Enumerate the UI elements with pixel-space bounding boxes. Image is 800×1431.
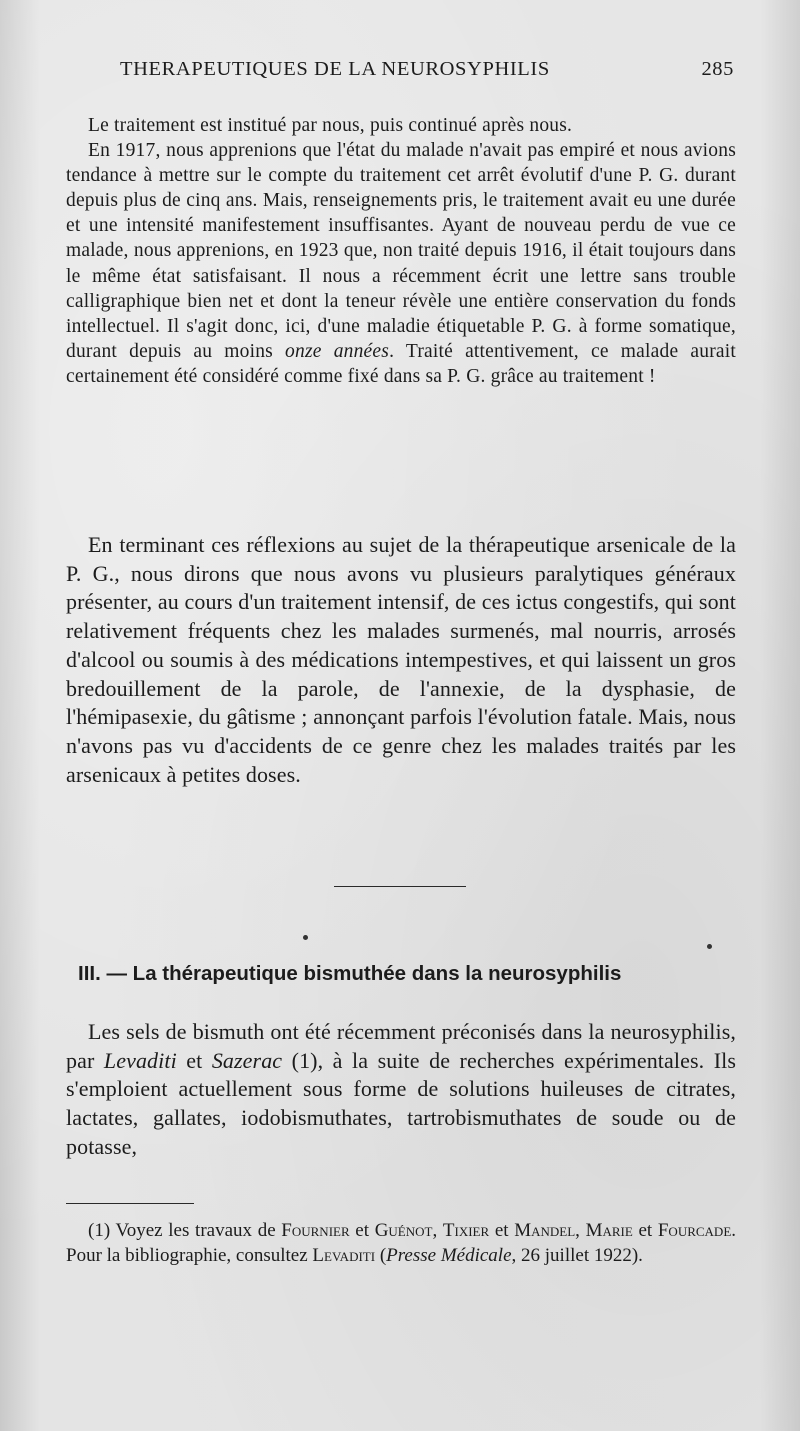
footnote-journal: Presse Médicale xyxy=(386,1245,512,1266)
footnote-name-fourcade: Fourcade xyxy=(657,1220,732,1241)
footnote-name-guenot: Guénot xyxy=(374,1220,433,1241)
section-heading: III. — La thérapeutique bismuthée dans la neurosyphilis xyxy=(78,962,622,985)
footnote-part: Voyez les travaux de xyxy=(110,1220,282,1241)
conclusion-text xyxy=(66,531,736,789)
paragraph-3: En terminant ces réflexions au sujet de la thérapeutique arsenicale de la P. G., nous dirons que nous avons vu plusieurs paralytiques généraux présenter, au cours d'un traitement intensif, de ces ictus congestifs, qui sont relativement fréquents chez les malades surmenés, mal nourris, arrosés d'alcool ou soumis à des médications intempestives, et qui laissent un gros bredouillement de la parole, de l'annexie, de la dysphasie, de l'hémipasexie, du gâtisme ; annonçant parfois l'évolution fatale. Mais, nous n'avons pas vu d'accidents de ce genre chez les malades traités par les arsenicaux à petites doses. xyxy=(66,532,736,787)
footnote-name-mandel: Mandel xyxy=(514,1220,576,1241)
footnote-name-marie: Marie xyxy=(585,1220,633,1241)
footnote-part: , 26 juillet 1922). xyxy=(511,1245,643,1266)
paragraph-1: Le traitement est institué par nous, puis continué après nous. xyxy=(88,115,573,136)
footnote-name-levaditi: Levaditi xyxy=(312,1245,376,1266)
author-sazerac: Sazerac xyxy=(211,1047,283,1073)
bismuth-section-text xyxy=(66,1018,736,1162)
running-title: THERAPEUTIQUES DE LA NEUROSYPHILIS xyxy=(120,58,550,80)
paragraph-4-part-c: (1), à la suite de recherches expérimentales. Ils s'emploient actuellement sous forme de solutions huileuses de citrates, lactates, gallates, iodobismuthates, tartrobismuthates de soude ou de potasse, xyxy=(66,1047,736,1159)
footnote-part: et xyxy=(632,1220,658,1241)
case-report-text xyxy=(66,113,736,389)
paragraph-2-part-a: En 1917, nous apprenions que l'état du malade n'avait pas empiré et nous avions tendance à mettre sur le compte du traitement cet arrêt évolutif d'une P. G. durant depuis plus de cinq ans. Mais, renseignements pris, le traitement avait eu une durée et une intensité manifestement insuffisantes. Ayant de nouveau perdu de vue ce malade, nous apprenions, en 1923 que, non traité depuis 1916, il était toujours dans le même état satisfaisant. Il nous a récemment écrit une lettre sans trouble calligraphique bien net et dont la teneur révèle une entière conservation du fonds intellectuel. Il s'agit donc, ici, d'une maladie étiquetable P. G. à forme somatique, durant depuis au moins xyxy=(66,140,736,362)
paragraph-4-part-b: et xyxy=(176,1047,212,1073)
paragraph-4 xyxy=(66,1018,736,1162)
paragraph-4-part-a: Les sels de bismuth ont été récemment préconisés dans la neurosyphilis, par xyxy=(66,1019,736,1073)
running-header xyxy=(120,58,740,81)
footnote-name-tixier: Tixier xyxy=(442,1220,490,1241)
print-speck xyxy=(707,944,712,949)
paragraph-2-emphasis: onze années xyxy=(285,340,390,362)
footnote xyxy=(66,1218,736,1268)
paragraph-2-part-b: . Traité attentivement, ce malade aurait certainement été considéré comme fixé dans sa P. G. grâce au traitement ! xyxy=(66,340,736,387)
footnote-rule xyxy=(66,1203,194,1204)
print-speck xyxy=(303,935,308,940)
footnote-part: , xyxy=(575,1220,586,1241)
footnote-part: , xyxy=(432,1220,443,1241)
footnote-part: ( xyxy=(375,1245,387,1266)
footnote-part: . Pour la bibliographie, consultez xyxy=(66,1220,737,1266)
author-levaditi: Levaditi xyxy=(103,1047,177,1073)
footnote-part: et xyxy=(349,1220,375,1241)
footnote-mark: (1) xyxy=(88,1220,111,1241)
footnote-name-fournier: Fournier xyxy=(281,1220,350,1241)
page-number: 285 xyxy=(701,58,734,80)
footnote-text xyxy=(66,1218,736,1268)
section-divider xyxy=(334,886,466,887)
footnote-part: et xyxy=(489,1220,515,1241)
paragraph-2 xyxy=(66,138,736,389)
